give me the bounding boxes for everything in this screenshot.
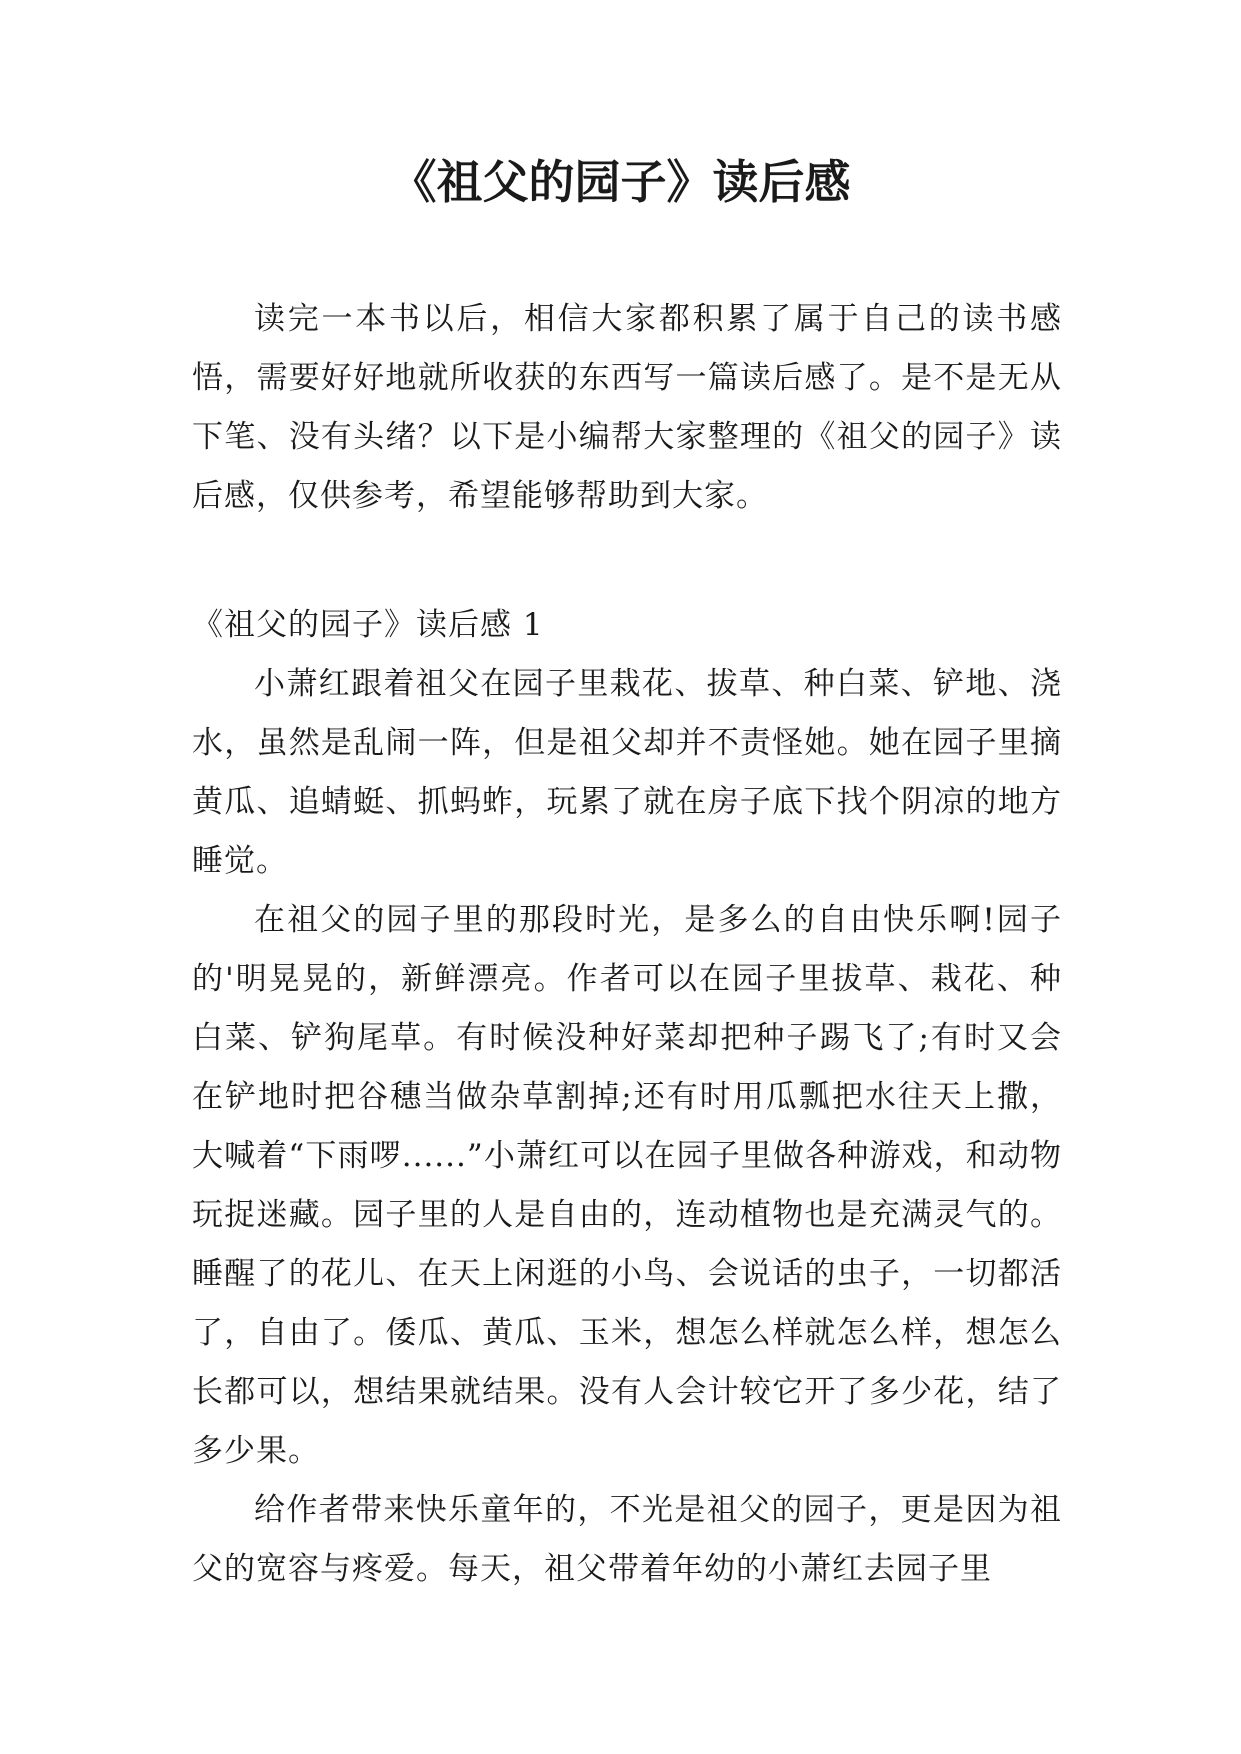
section-heading: 《祖父的园子》读后感 1 bbox=[192, 607, 544, 643]
document-title: 《祖父的园子》读后感 bbox=[390, 155, 851, 209]
body-paragraph: 小萧红跟着祖父在园子里栽花、拔草、种白菜、铲地、浇水，虽然是乱闹一阵，但是祖父却并不责怪她。她在园子里摘黄瓜、追蜻蜓、抓蚂蚱，玩累了就在房子底下找个阴凉的地方睡觉。 bbox=[192, 666, 1062, 879]
body-paragraph: 在祖父的园子里的那段时光，是多么的自由快乐啊!园子的'明晃晃的，新鲜漂亮。作者可以在园子里拔草、栽花、种白菜、铲狗尾草。有时候没种好菜却把种子踢飞了;有时又会在铲地时把谷穗当做杂草割掉;还有时用瓜瓢把水往天上撒，大喊着“下雨啰......”小萧红可以在园子里做各种游戏，和动物玩捉迷藏。园子里的人是自由的，连动植物也是充满灵气的。睡醒了的花儿、在天上闲逛的小鸟、会说话的虫子，一切都活了，自由了。倭瓜、黄瓜、玉米，想怎么样就怎么样，想怎么长都可以，想结果就结果。没有人会计较它开了多少花，结了多少果。 bbox=[192, 902, 1062, 1469]
body-paragraph: 给作者带来快乐童年的，不光是祖父的园子，更是因为祖父的宽容与疼爱。每天，祖父带着年幼的小萧红去园子里 bbox=[192, 1492, 1062, 1587]
intro-paragraph: 读完一本书以后，相信大家都积累了属于自己的读书感悟，需要好好地就所收获的东西写一篇读后感了。是不是无从下笔、没有头绪？以下是小编帮大家整理的《祖父的园子》读后感，仅供参考，希望能够帮助到大家。 bbox=[192, 301, 1062, 514]
document-body bbox=[192, 290, 1062, 1599]
